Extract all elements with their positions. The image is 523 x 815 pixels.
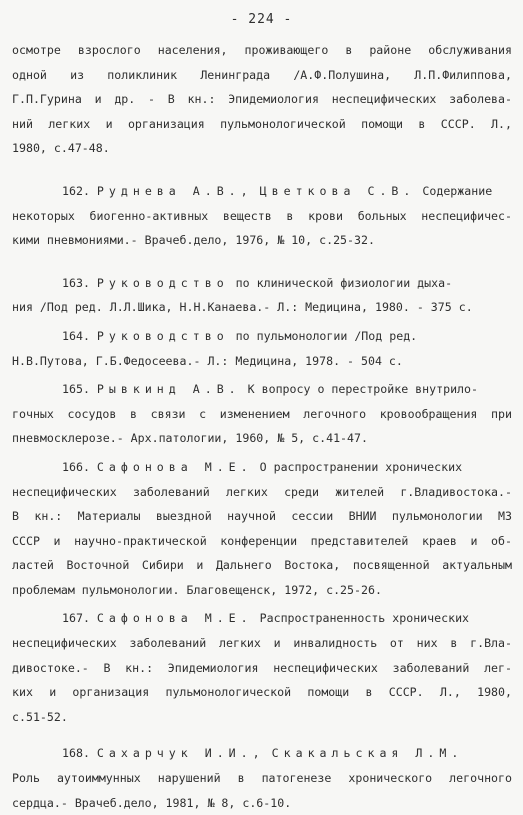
entry-first-line — [12, 455, 512, 480]
entry-first-line — [12, 377, 512, 402]
entry-first-line — [12, 606, 512, 631]
text-line: ластей Восточной Сибири и Дальнего Востока, посвященной актуальным — [12, 558, 512, 573]
text-line: одной из поликлиник Ленинграда /А.Ф.Полушина, Л.П.Филиппова, — [12, 67, 512, 82]
entry-number: 164. — [62, 328, 90, 343]
entry-title-start: К вопросу о перестройке внутрило- — [247, 382, 478, 397]
bibliography-entry — [12, 179, 512, 253]
bibliography-entry — [12, 271, 512, 320]
entry-first-line — [12, 271, 512, 296]
text-line: осмотре взрослого населения, проживающего в районе обслуживания — [12, 43, 512, 57]
entry-author: Руководство — [96, 328, 229, 343]
text-line: СССР и научно-практической конференции представителей краев и об- — [12, 533, 512, 548]
text-line: ких и организация пульмонологической помощи в СССР. Л., 1980, — [12, 685, 512, 700]
text-line: сердца.- Врачеб.дело, 1981, № 8, с.6-10. — [12, 795, 292, 810]
text-line: кими пневмониями.- Врачеб.дело, 1976, № 10, с.25-32. — [12, 233, 375, 248]
text-line: с.51-52. — [12, 709, 68, 724]
entry-number: 167. — [62, 611, 90, 626]
entry-author: Рывкинд А.В. — [96, 382, 241, 397]
text-line: некоторых биогенно-активных веществ в крови больных неспецифичес- — [12, 208, 512, 223]
entry-title-start: по пульмонологии /Под ред. — [235, 328, 418, 343]
text-line: Г.П.Гурина и др. - В кн.: Эпидемиология неспецифических заболева- — [12, 92, 512, 107]
entry-title-start: Распространенность хронических — [259, 611, 470, 626]
continued-entry — [12, 38, 512, 161]
entry-title-start: по клинической физиологии дыха- — [235, 275, 453, 290]
text-line: 1980, с.47-48. — [12, 141, 110, 156]
text-line: проблемам пульмонологии. Благовещенск, 1972, с.25-26. — [12, 582, 382, 597]
bibliography-entry — [12, 606, 512, 729]
text-line: неспецифических заболеваний легких среди жителей г.Владивостока.- — [12, 484, 512, 499]
entry-author: Скакальская Л.М. — [271, 746, 464, 761]
text-line: В кн.: Материалы выездной научной сессии ВНИИ пульмонологии МЗ — [12, 509, 512, 524]
entry-title-start: О распространении хронических — [259, 459, 463, 474]
text-line: Роль аутоиммунных нарушений в патогенезе хронического легочного — [12, 771, 512, 786]
document-body — [12, 38, 512, 815]
entry-number: 165. — [62, 382, 90, 397]
entry-author: Цветкова С.В. — [259, 183, 416, 198]
entry-title-start: Содержание — [422, 183, 493, 198]
entry-author: Руднева А.В., — [96, 183, 253, 198]
entry-author: Сафонова М.Е. — [96, 611, 253, 626]
text-line: ния /Под ред. Л.Л.Шика, Н.Н.Канаева.- Л.: Медицина, 1980. - 375 с. — [12, 300, 473, 315]
entry-number: 162. — [62, 183, 90, 198]
entry-first-line — [12, 324, 512, 349]
text-line: ний легких и организация пульмонологической помощи в СССР. Л., — [12, 116, 512, 131]
entry-first-line — [12, 179, 512, 204]
entry-number: 166. — [62, 459, 90, 474]
page-number: - 224 - — [230, 12, 293, 27]
text-line: дивостоке.- В кн.: Эпидемиология неспецифических заболеваний лег- — [12, 660, 512, 675]
text-line: неспецифических заболеваний легких и инвалидность от них в г.Вла- — [12, 636, 512, 651]
bibliography-entry — [12, 741, 512, 815]
entry-first-line — [12, 741, 512, 766]
text-line: гочных сосудов в связи с изменением легочного кровообращения при — [12, 406, 512, 421]
entry-author: Руководство — [96, 275, 229, 290]
bibliography-entry — [12, 377, 512, 451]
text-line: Н.В.Путова, Г.Б.Федосеева.- Л.: Медицина, 1978. - 504 с. — [12, 353, 403, 368]
text-line: пневмосклерозе.- Арх.патологии, 1960, № 5, с.41-47. — [12, 431, 368, 446]
entry-author: Сахарчук И.И., — [96, 746, 265, 761]
bibliography-entry — [12, 455, 512, 603]
entry-number: 163. — [62, 275, 90, 290]
entry-author: Сафонова М.Е. — [96, 459, 253, 474]
entry-number: 168. — [62, 746, 90, 761]
bibliography-entry — [12, 324, 512, 373]
